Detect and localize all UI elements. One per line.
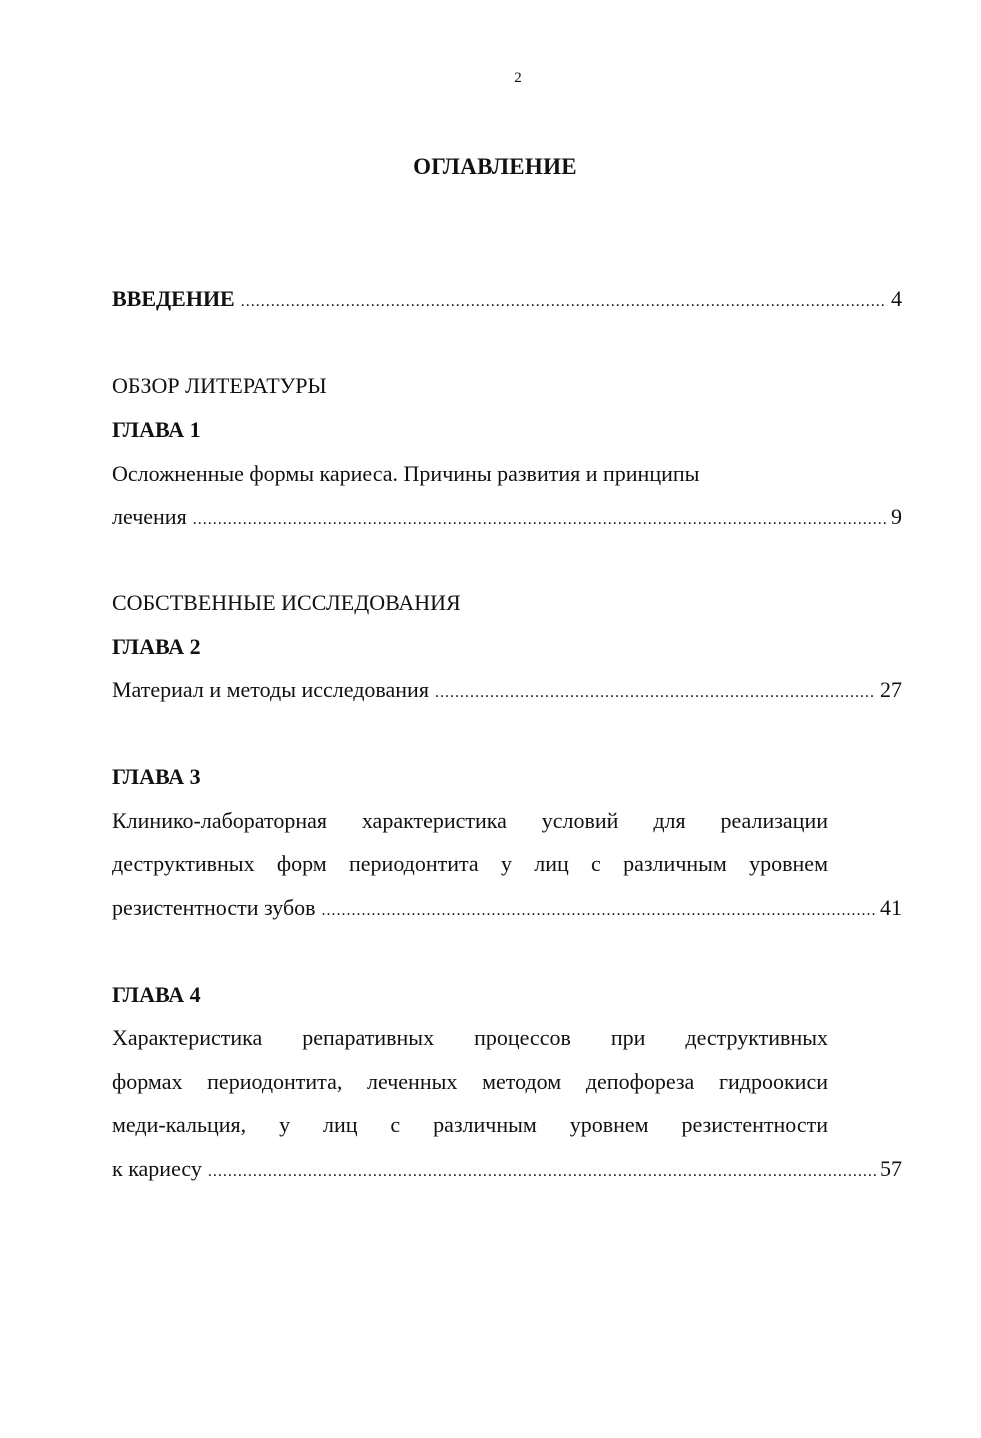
chapter-4-title-line: Характеристика репаративных процессов при деструктивных (112, 1025, 828, 1050)
dot-leader (435, 679, 876, 707)
toc-page-number: 41 (880, 895, 902, 920)
toc-page-number: 9 (891, 504, 902, 529)
chapter-heading-1: ГЛАВА 1 (112, 417, 201, 442)
dot-leader (208, 1158, 876, 1186)
chapter-4-title-line: к кариесу (112, 1156, 202, 1181)
chapter-heading-2: ГЛАВА 2 (112, 634, 201, 659)
chapter-heading-4: ГЛАВА 4 (112, 982, 201, 1007)
dot-leader (241, 288, 887, 316)
chapter-4-title-line: меди-кальция, у лиц с различным уровнем резистентности (112, 1112, 828, 1137)
chapter-3-title-line: Клинико-лабораторная характеристика условий для реализации (112, 808, 828, 833)
dot-leader (322, 897, 876, 925)
chapter-4-title-line: формах периодонтита, леченных методом депофореза гидроокиси (112, 1069, 828, 1094)
toc-page-number: 57 (880, 1156, 902, 1181)
chapter-1-title-line: Осложненные формы кариеса. Причины развития и принципы (112, 461, 700, 486)
chapter-1-title-line: лечения (112, 504, 187, 529)
toc-entry-introduction[interactable] (112, 285, 902, 316)
section-heading-literature-review: ОБЗОР ЛИТЕРАТУРЫ (112, 373, 327, 398)
section-heading-own-research: СОБСТВЕННЫЕ ИССЛЕДОВАНИЯ (112, 590, 461, 615)
page-title: ОГЛАВЛЕНИЕ (413, 154, 577, 179)
toc-page-number: 4 (891, 286, 902, 311)
toc-entry-chapter-3[interactable] (112, 894, 902, 925)
dot-leader (193, 506, 887, 534)
toc-entry-chapter-4[interactable] (112, 1155, 902, 1186)
toc-entry-chapter-1[interactable] (112, 503, 902, 534)
chapter-heading-3: ГЛАВА 3 (112, 764, 201, 789)
chapter-3-title-line: деструктивных форм периодонтита у лиц с различным уровнем (112, 851, 828, 876)
page-number: 2 (514, 70, 522, 86)
toc-entry-chapter-2[interactable] (112, 676, 902, 707)
toc-entry-label: ВВЕДЕНИЕ (112, 286, 235, 311)
chapter-2-title-line: Материал и методы исследования (112, 677, 429, 702)
chapter-3-title-line: резистентности зубов (112, 895, 316, 920)
toc-page-number: 27 (880, 677, 902, 702)
